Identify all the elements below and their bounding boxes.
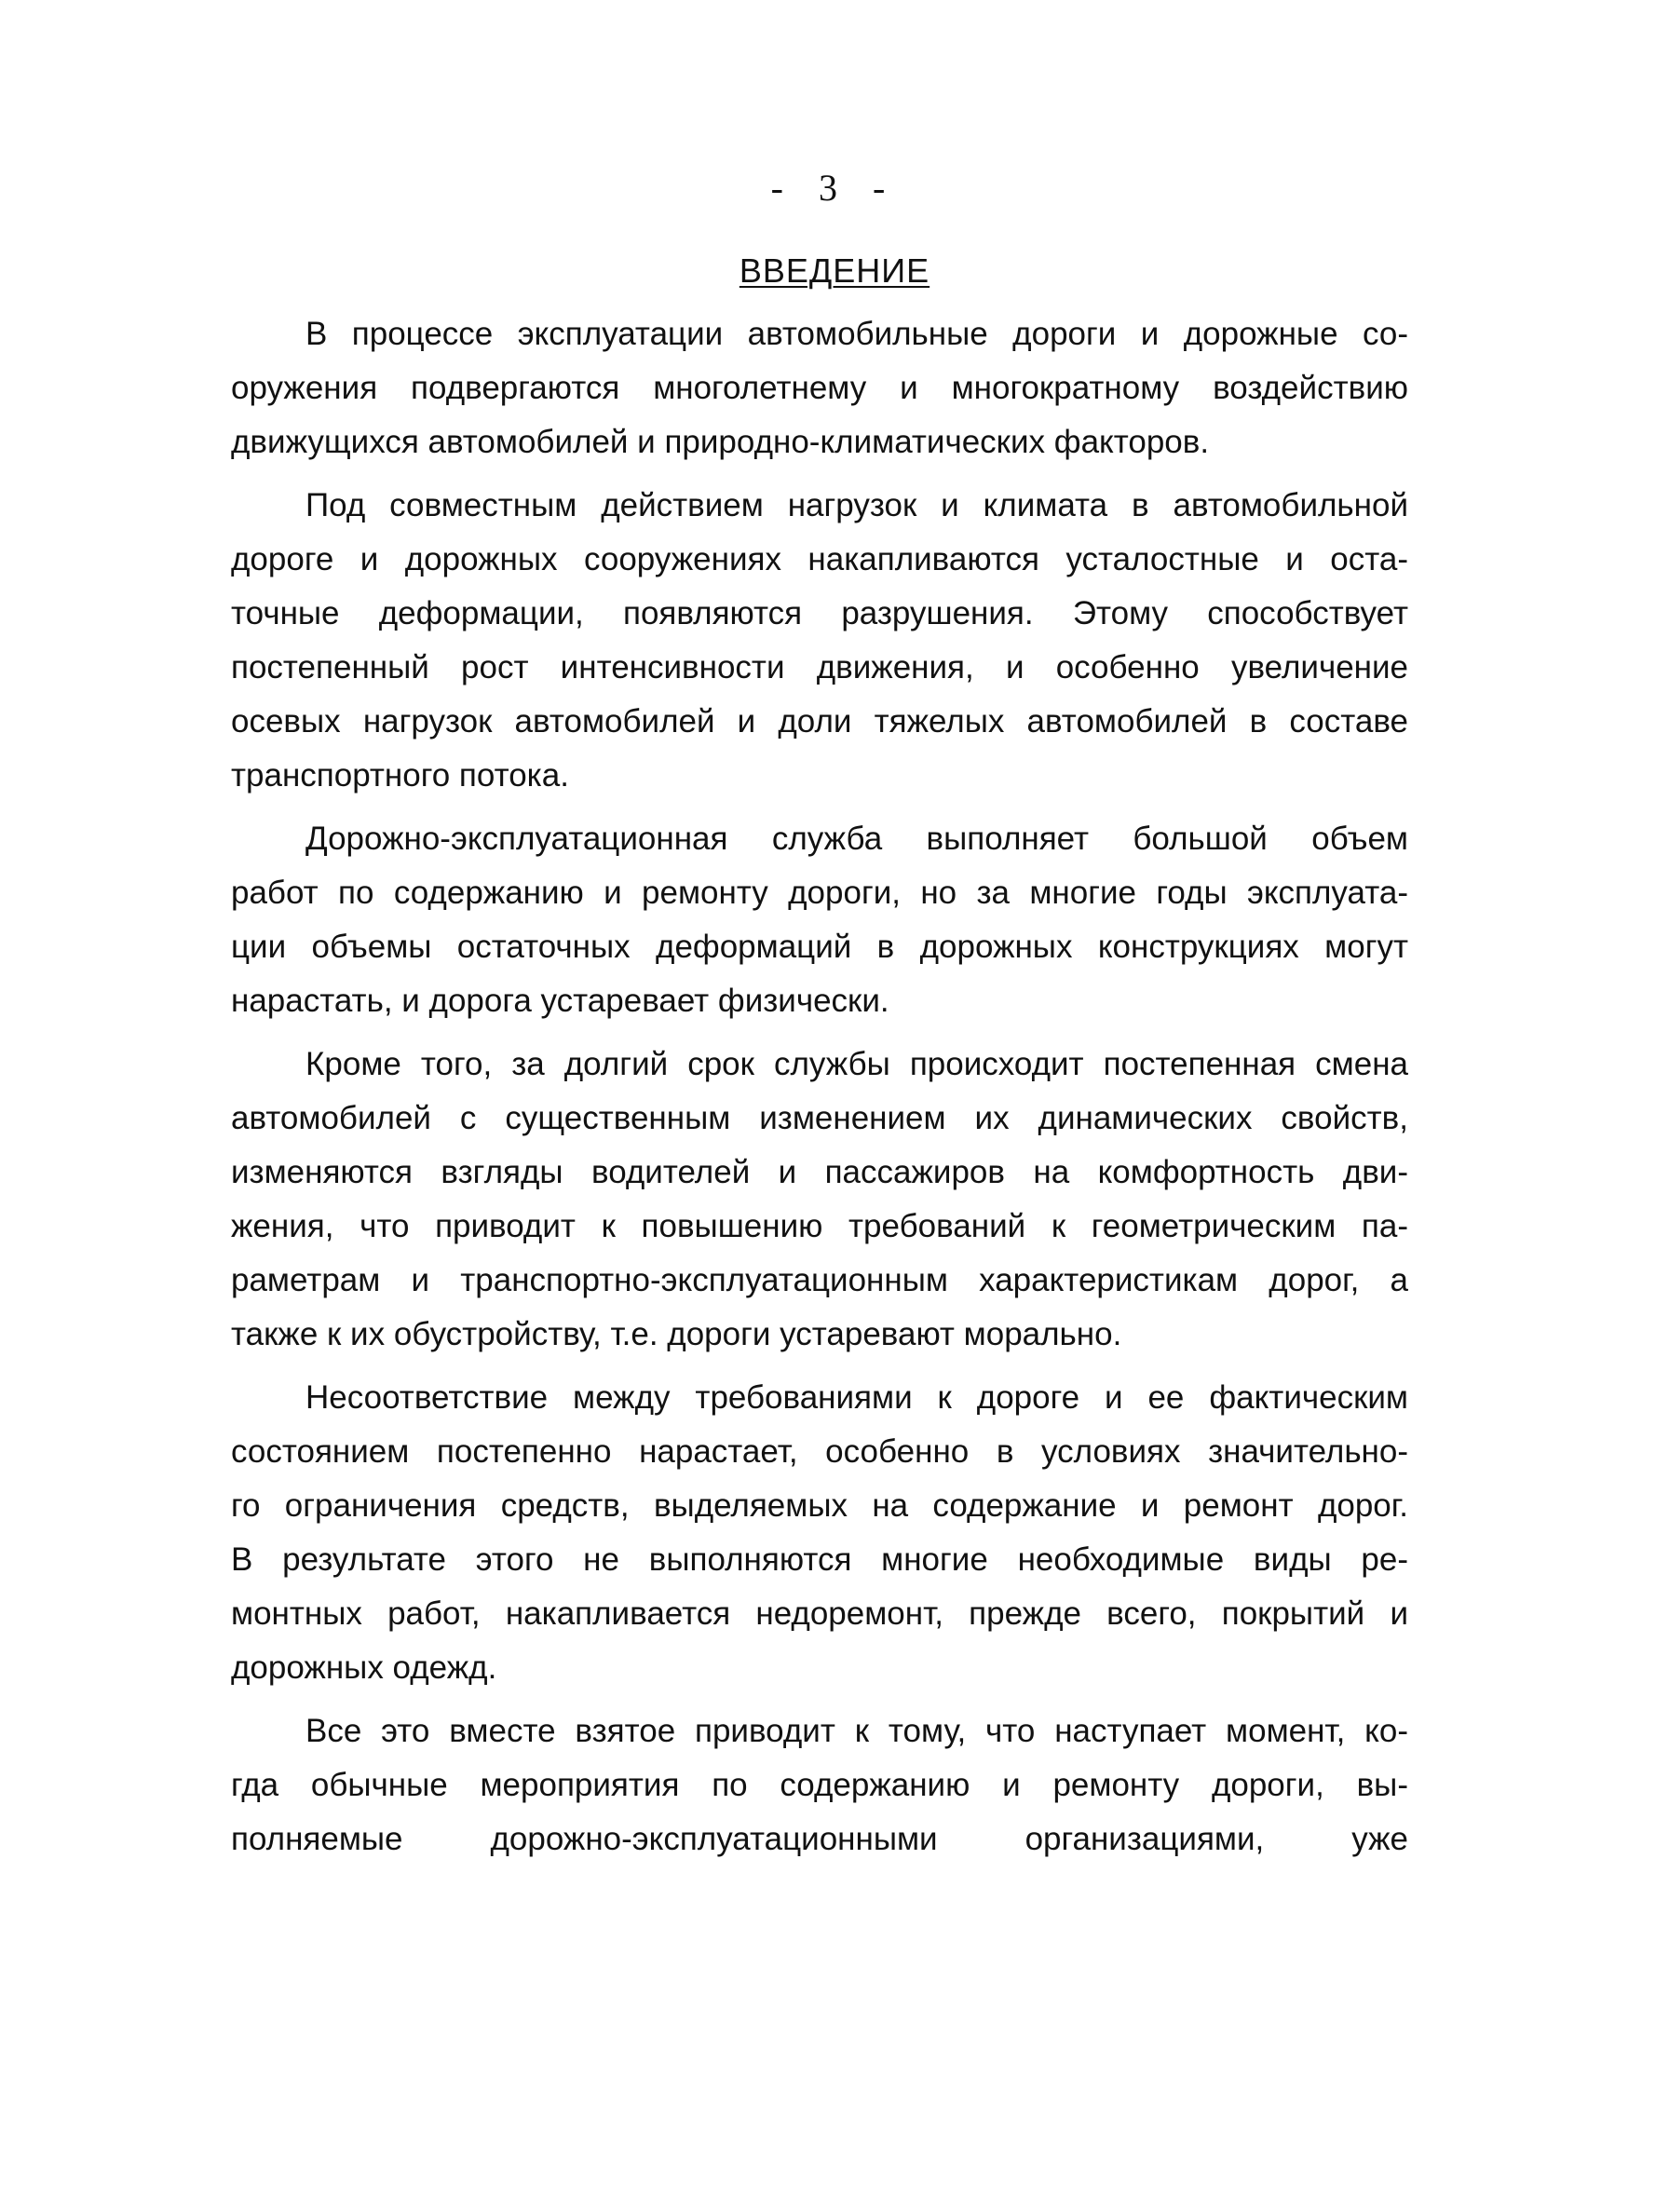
text-line: оружения подвергаются многолетнему и многократному воздействию	[231, 370, 1408, 406]
text-line: раметрам и транспортно-эксплуатационным характеристикам дорог, а	[231, 1262, 1408, 1298]
paragraph	[231, 1038, 1408, 1362]
text-line: го ограничения средств, выделяемых на содержание и ремонт дорог.	[231, 1487, 1408, 1524]
text-line: транспортного потока.	[231, 757, 569, 794]
text-line: жения, что приводит к повышению требований к геометрическим па-	[231, 1208, 1408, 1244]
text-line: Все это вместе взятое приводит к тому, что наступает момент, ко-	[305, 1713, 1408, 1749]
text-line: точные деформации, появляются разрушения. Этому способствует	[231, 595, 1408, 631]
paragraph	[231, 1371, 1408, 1695]
text-line: Дорожно-эксплуатационная служба выполняет большой объем	[305, 821, 1408, 857]
page-number: - 3 -	[770, 167, 899, 209]
body-text	[231, 307, 1408, 1876]
text-line: дороге и дорожных сооружениях накапливаются усталостные и оста-	[231, 541, 1408, 577]
paragraph	[231, 812, 1408, 1028]
text-line: монтных работ, накапливается недоремонт, прежде всего, покрытий и	[231, 1595, 1408, 1632]
text-line: также к их обустройству, т.е. дороги устаревают морально.	[231, 1316, 1122, 1352]
section-heading	[0, 251, 1669, 291]
text-line: Под совместным действием нагрузок и климата в автомобильной	[305, 487, 1408, 523]
text-line: работ по содержанию и ремонту дороги, но за многие годы эксплуата-	[231, 875, 1408, 911]
text-line: автомобилей с существенным изменением их динамических свойств,	[231, 1100, 1408, 1136]
text-line: Кроме того, за долгий срок службы происходит постепенная смена	[305, 1046, 1408, 1082]
text-line: осевых нагрузок автомобилей и доли тяжелых автомобилей в составе	[231, 703, 1408, 740]
section-heading-text: ВВЕДЕНИЕ	[739, 251, 930, 290]
text-line: полняемые дорожно-эксплуатационными организациями, уже	[231, 1821, 1408, 1857]
text-line: изменяются взгляды водителей и пассажиров на комфортность дви-	[231, 1154, 1408, 1190]
text-line: состоянием постепенно нарастает, особенно в условиях значительно-	[231, 1433, 1408, 1470]
text-line: дорожных одежд.	[231, 1649, 497, 1686]
text-line: гда обычные мероприятия по содержанию и ремонту дороги, вы-	[231, 1767, 1408, 1803]
paragraph	[231, 479, 1408, 803]
text-line: В процессе эксплуатации автомобильные дороги и дорожные со-	[305, 316, 1408, 352]
text-line: В результате этого не выполняются многие необходимые виды ре-	[231, 1541, 1408, 1578]
text-line: ции объемы остаточных деформаций в дорожных конструкциях могут	[231, 929, 1408, 965]
text-line: нарастать, и дорога устаревает физически.	[231, 983, 889, 1019]
text-line: Несоответствие между требованиями к дороге и ее фактическим	[305, 1379, 1408, 1416]
paragraph	[231, 307, 1408, 469]
text-line: постепенный рост интенсивности движения, и особенно увеличение	[231, 649, 1408, 685]
text-line: движущихся автомобилей и природно-климатических факторов.	[231, 424, 1210, 460]
paragraph	[231, 1704, 1408, 1866]
